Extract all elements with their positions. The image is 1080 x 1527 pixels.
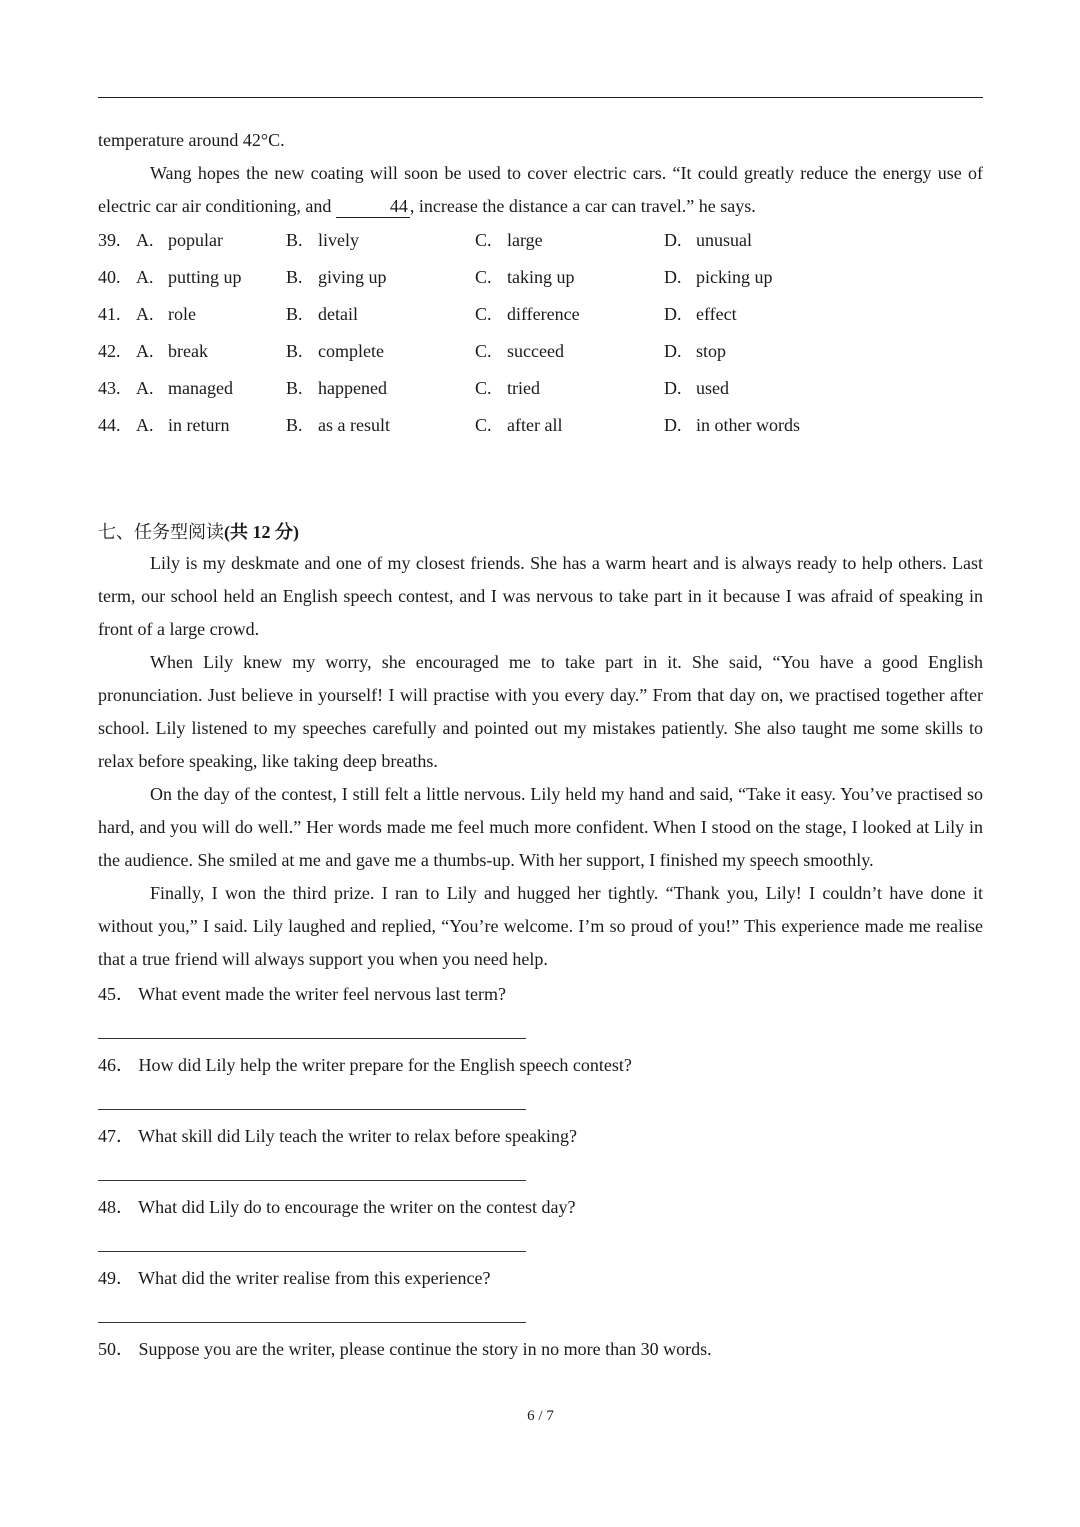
option-text: break <box>168 341 208 361</box>
option-d <box>664 408 884 445</box>
option-letter: D. <box>664 378 682 398</box>
question-number: 40. <box>98 267 121 287</box>
option-text: in other words <box>696 415 800 435</box>
option-b <box>286 297 475 334</box>
passage-text: , increase the distance a car can travel.” he says. <box>409 196 756 216</box>
option-text: effect <box>696 304 737 324</box>
option-b <box>286 371 475 408</box>
header-rule <box>98 97 983 98</box>
cloze-options <box>98 223 983 445</box>
answer-line[interactable] <box>98 1038 526 1039</box>
option-text: succeed <box>507 341 564 361</box>
option-text: picking up <box>696 267 773 287</box>
option-c <box>475 260 664 297</box>
option-c <box>475 371 664 408</box>
option-letter: B. <box>286 341 303 361</box>
question: 47． What skill did Lily teach the writer to relax before speaking? <box>98 1126 578 1146</box>
option-letter: B. <box>286 230 303 250</box>
option-text: tried <box>507 378 540 398</box>
option-text: as a result <box>318 415 390 435</box>
option-letter: A. <box>136 415 154 435</box>
option-text: happened <box>318 378 387 398</box>
option-c <box>475 334 664 371</box>
page-number: 6 / 7 <box>527 1408 554 1424</box>
option-a <box>136 408 286 445</box>
answer-line[interactable] <box>98 1109 526 1110</box>
passage-text: Wang hopes the new coating will soon be used to cover electric cars. “It could greatly reduce the energy use of electric car air conditioning, and <box>98 163 983 216</box>
option-b <box>286 223 475 260</box>
option-letter: A. <box>136 267 154 287</box>
option-b <box>286 334 475 371</box>
answer-line[interactable] <box>98 1251 526 1252</box>
document-page <box>98 0 983 1527</box>
question-list <box>98 978 983 1366</box>
blank-44: 44 <box>336 195 410 218</box>
option-a <box>136 334 286 371</box>
option-a <box>136 371 286 408</box>
option-c <box>475 297 664 334</box>
option-text: detail <box>318 304 358 324</box>
passage-continuation <box>98 124 983 223</box>
option-d <box>664 297 884 334</box>
question-number: 43. <box>98 378 121 398</box>
option-d <box>664 371 884 408</box>
option-d <box>664 223 884 260</box>
answer-line[interactable] <box>98 1180 526 1181</box>
option-a <box>136 223 286 260</box>
option-text: putting up <box>168 267 242 287</box>
question-number: 44. <box>98 415 121 435</box>
option-text: in return <box>168 415 230 435</box>
option-letter: C. <box>475 415 492 435</box>
option-text: difference <box>507 304 580 324</box>
question-number: 39. <box>98 230 121 250</box>
passage-line: temperature around 42°C. <box>98 130 285 150</box>
reading-passage <box>98 547 983 976</box>
option-letter: A. <box>136 230 154 250</box>
section-task-reading <box>98 517 983 1366</box>
option-text: after all <box>507 415 563 435</box>
reading-paragraph: Finally, I won the third prize. I ran to Lily and hugged her tightly. “Thank you, Lily! I couldn’t have done it without you,” I said. Lily laughed and replied, “You’re welcome. I’m so proud of you!” This experience made me realise that a true friend will always support you when you need help. <box>98 883 983 969</box>
option-letter: B. <box>286 267 303 287</box>
section-title <box>98 517 983 547</box>
option-letter: C. <box>475 304 492 324</box>
reading-paragraph: Lily is my deskmate and one of my closest friends. She has a warm heart and is always ready to help others. Last term, our school held an English speech contest, and I was nervous to take part in it because I was afraid of speaking in front of a large crowd. <box>98 553 983 639</box>
option-letter: D. <box>664 415 682 435</box>
option-c <box>475 223 664 260</box>
section-score: (共 12 分) <box>224 522 299 542</box>
option-letter: C. <box>475 230 492 250</box>
option-row <box>98 297 983 334</box>
option-letter: D. <box>664 341 682 361</box>
option-letter: B. <box>286 304 303 324</box>
option-letter: D. <box>664 230 682 250</box>
option-text: large <box>507 230 543 250</box>
option-c <box>475 408 664 445</box>
question: 46． How did Lily help the writer prepare for the English speech contest? <box>98 1055 632 1075</box>
option-a <box>136 260 286 297</box>
reading-paragraph: When Lily knew my worry, she encouraged me to take part in it. She said, “You have a good English pronunciation. Just believe in yourself! I will practise with you every day.” From that day on, we practised together after school. Lily listened to my speeches carefully and pointed out my mistakes patiently. She also taught me some skills to relax before speaking, like taking deep breaths. <box>98 652 983 771</box>
option-text: giving up <box>318 267 387 287</box>
question: 45． What event made the writer feel nervous last term? <box>98 984 507 1004</box>
option-d <box>664 334 884 371</box>
option-row <box>98 371 983 408</box>
option-letter: A. <box>136 378 154 398</box>
option-letter: A. <box>136 304 154 324</box>
question: 49． What did the writer realise from this experience? <box>98 1268 491 1288</box>
option-row <box>98 334 983 371</box>
option-letter: B. <box>286 415 303 435</box>
section-title-text: 七、任务型阅读 <box>98 522 224 542</box>
option-letter: D. <box>664 304 682 324</box>
option-text: managed <box>168 378 233 398</box>
reading-paragraph: On the day of the contest, I still felt a little nervous. Lily held my hand and said, “Take it easy. You’ve practised so hard, and you will do well.” Her words made me feel much more confident. When I stood on the stage, I looked at Lily in the audience. She smiled at me and gave me a thumbs-up. With her support, I finished my speech smoothly. <box>98 784 983 870</box>
passage-paragraph <box>98 157 983 223</box>
option-letter: D. <box>664 267 682 287</box>
option-a <box>136 297 286 334</box>
option-b <box>286 408 475 445</box>
question-number: 41. <box>98 304 121 324</box>
option-text: role <box>168 304 196 324</box>
option-letter: C. <box>475 267 492 287</box>
option-text: popular <box>168 230 223 250</box>
option-letter: A. <box>136 341 154 361</box>
option-d <box>664 260 884 297</box>
option-text: unusual <box>696 230 752 250</box>
option-letter: B. <box>286 378 303 398</box>
question: 48． What did Lily do to encourage the writer on the contest day? <box>98 1197 576 1217</box>
question: 50． Suppose you are the writer, please continue the story in no more than 30 words. <box>98 1339 712 1359</box>
question-number: 42. <box>98 341 121 361</box>
option-text: taking up <box>507 267 575 287</box>
option-text: lively <box>318 230 359 250</box>
option-text: stop <box>696 341 727 361</box>
option-row <box>98 408 983 445</box>
answer-line[interactable] <box>98 1322 526 1323</box>
option-row <box>98 260 983 297</box>
option-b <box>286 260 475 297</box>
option-letter: C. <box>475 378 492 398</box>
option-text: complete <box>318 341 384 361</box>
option-letter: C. <box>475 341 492 361</box>
option-row <box>98 223 983 260</box>
option-text: used <box>696 378 729 398</box>
